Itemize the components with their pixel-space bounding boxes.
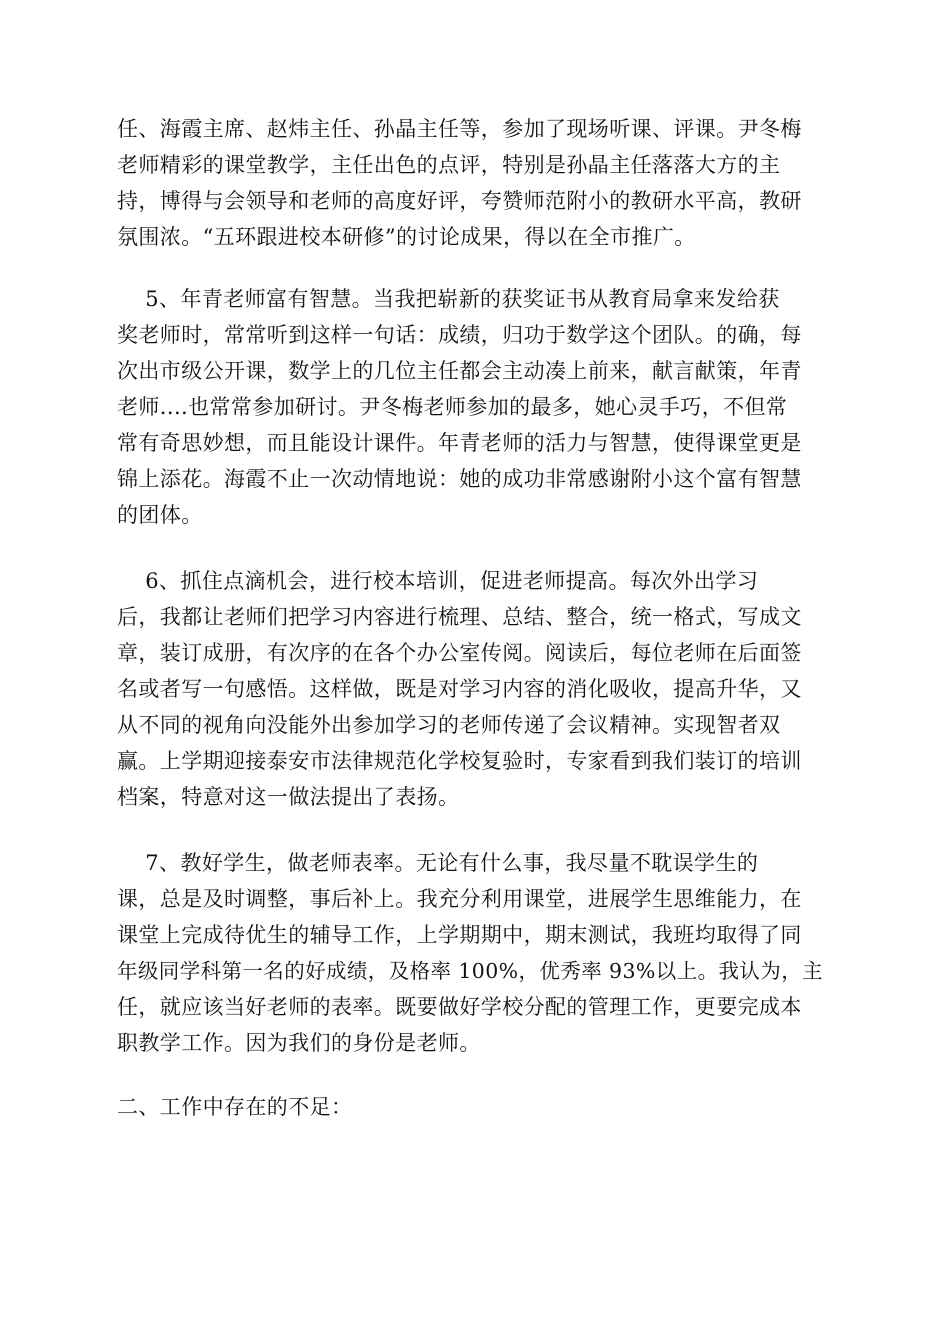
text-line: 职教学工作。因为我们的身份是老师。 [117, 1031, 481, 1055]
text-line: 6、抓住点滴机会，进行校本培训，促进老师提高。每次外出学习 [117, 569, 759, 593]
text-line: 锦上添花。海霞不止一次动情地说：她的成功非常感谢附小这个富有智慧 [117, 467, 802, 491]
text-line: 的团体。 [117, 503, 203, 527]
text-line: 名或者写一句感悟。这样做，既是对学习内容的消化吸收，提高升华，又 [117, 677, 802, 701]
text-line: 老师精彩的课堂教学，主任出色的点评，特别是孙晶主任落落大方的主 [117, 153, 781, 177]
text-line: 次出市级公开课，数学上的几位主任都会主动凑上前来，献言献策，年青 [117, 359, 802, 383]
text-line: 年级同学科第一名的好成绩，及格率 100%，优秀率 93%以上。我认为，主 [117, 959, 824, 983]
text-line: 后，我都让老师们把学习内容进行梳理、总结、整合，统一格式，写成文 [117, 605, 802, 629]
text-line: 章，装订成册，有次序的在各个办公室传阅。阅读后，每位老师在后面签 [117, 641, 802, 665]
text-line: 课，总是及时调整，事后补上。我充分利用课堂，进展学生思维能力，在 [117, 887, 802, 911]
text-line: 任、海霞主席、赵炜主任、孙晶主任等，参加了现场听课、评课。尹冬梅 [117, 117, 802, 141]
text-line: 老师....也常常参加研讨。尹冬梅老师参加的最多，她心灵手巧，不但常 [117, 395, 788, 419]
text-line: 任，就应该当好老师的表率。既要做好学校分配的管理工作，更要完成本 [117, 995, 802, 1019]
text-line: 档案，特意对这一做法提出了表扬。 [117, 785, 460, 809]
text-line: 常有奇思妙想，而且能设计课件。年青老师的活力与智慧，使得课堂更是 [117, 431, 802, 455]
text-line: 赢。上学期迎接泰安市法律规范化学校复验时，专家看到我们装订的培训 [117, 749, 802, 773]
text-line: 7、教好学生，做老师表率。无论有什么事，我尽量不耽误学生的 [117, 851, 759, 875]
text-line: 奖老师时，常常听到这样一句话：成绩，归功于数学这个团队。的确，每 [117, 323, 802, 347]
text-line: 5、年青老师富有智慧。当我把崭新的获奖证书从教育局拿来发给获 [117, 287, 780, 311]
text-line: 课堂上完成待优生的辅导工作，上学期期中，期末测试，我班均取得了同 [117, 923, 802, 947]
text-line: 氛围浓。“五环跟进校本研修”的讨论成果，得以在全市推广。 [117, 225, 696, 249]
text-line: 从不同的视角向没能外出参加学习的老师传递了会议精神。实现智者双 [117, 713, 781, 737]
heading-text: 二、工作中存在的不足： [117, 1095, 353, 1119]
text-line: 持，博得与会领导和老师的高度好评，夸赞师范附小的教研水平高，教研 [117, 189, 802, 213]
